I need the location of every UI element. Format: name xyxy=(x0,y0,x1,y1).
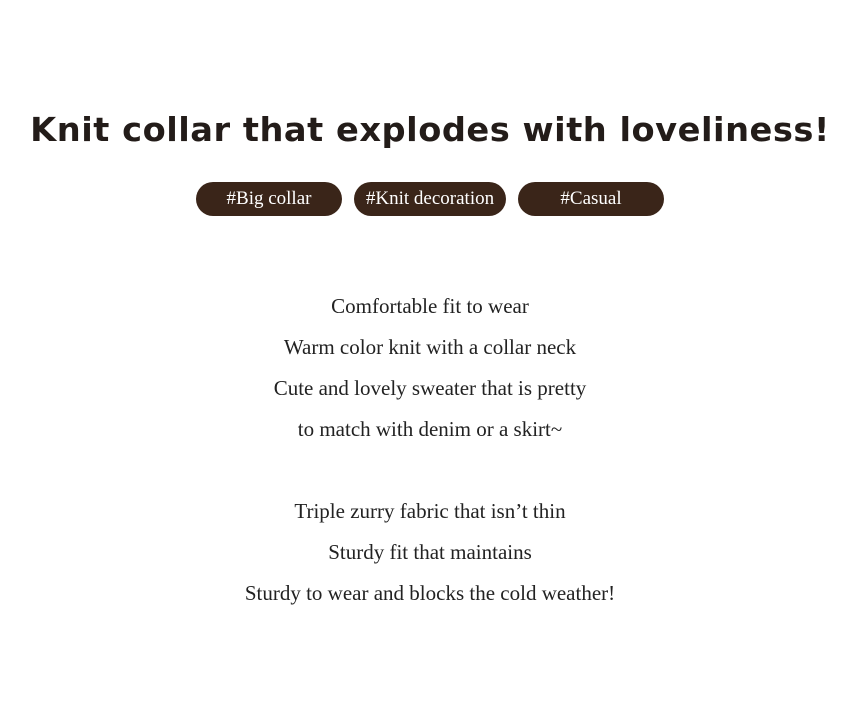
description-line: Comfortable fit to wear xyxy=(331,294,529,318)
description-line: Cute and lovely sweater that is pretty xyxy=(273,376,587,400)
description-line: Sturdy fit that maintains xyxy=(328,540,532,564)
hashtag-casual: #Casual xyxy=(518,182,664,216)
headline: Knit collar that explodes with loveliness! xyxy=(30,110,830,149)
description-line: Sturdy to wear and blocks the cold weather! xyxy=(244,581,616,605)
description-line: Triple zurry fabric that isn’t thin xyxy=(294,499,566,523)
description xyxy=(0,286,860,614)
paragraph-spacer xyxy=(0,450,860,491)
description-line: to match with denim or a skirt~ xyxy=(297,417,563,441)
description-line: Warm color knit with a collar neck xyxy=(283,335,577,359)
hashtag-knit-decoration: #Knit decoration xyxy=(354,182,506,216)
hashtag-list xyxy=(196,182,664,216)
hashtag-big-collar: #Big collar xyxy=(196,182,342,216)
